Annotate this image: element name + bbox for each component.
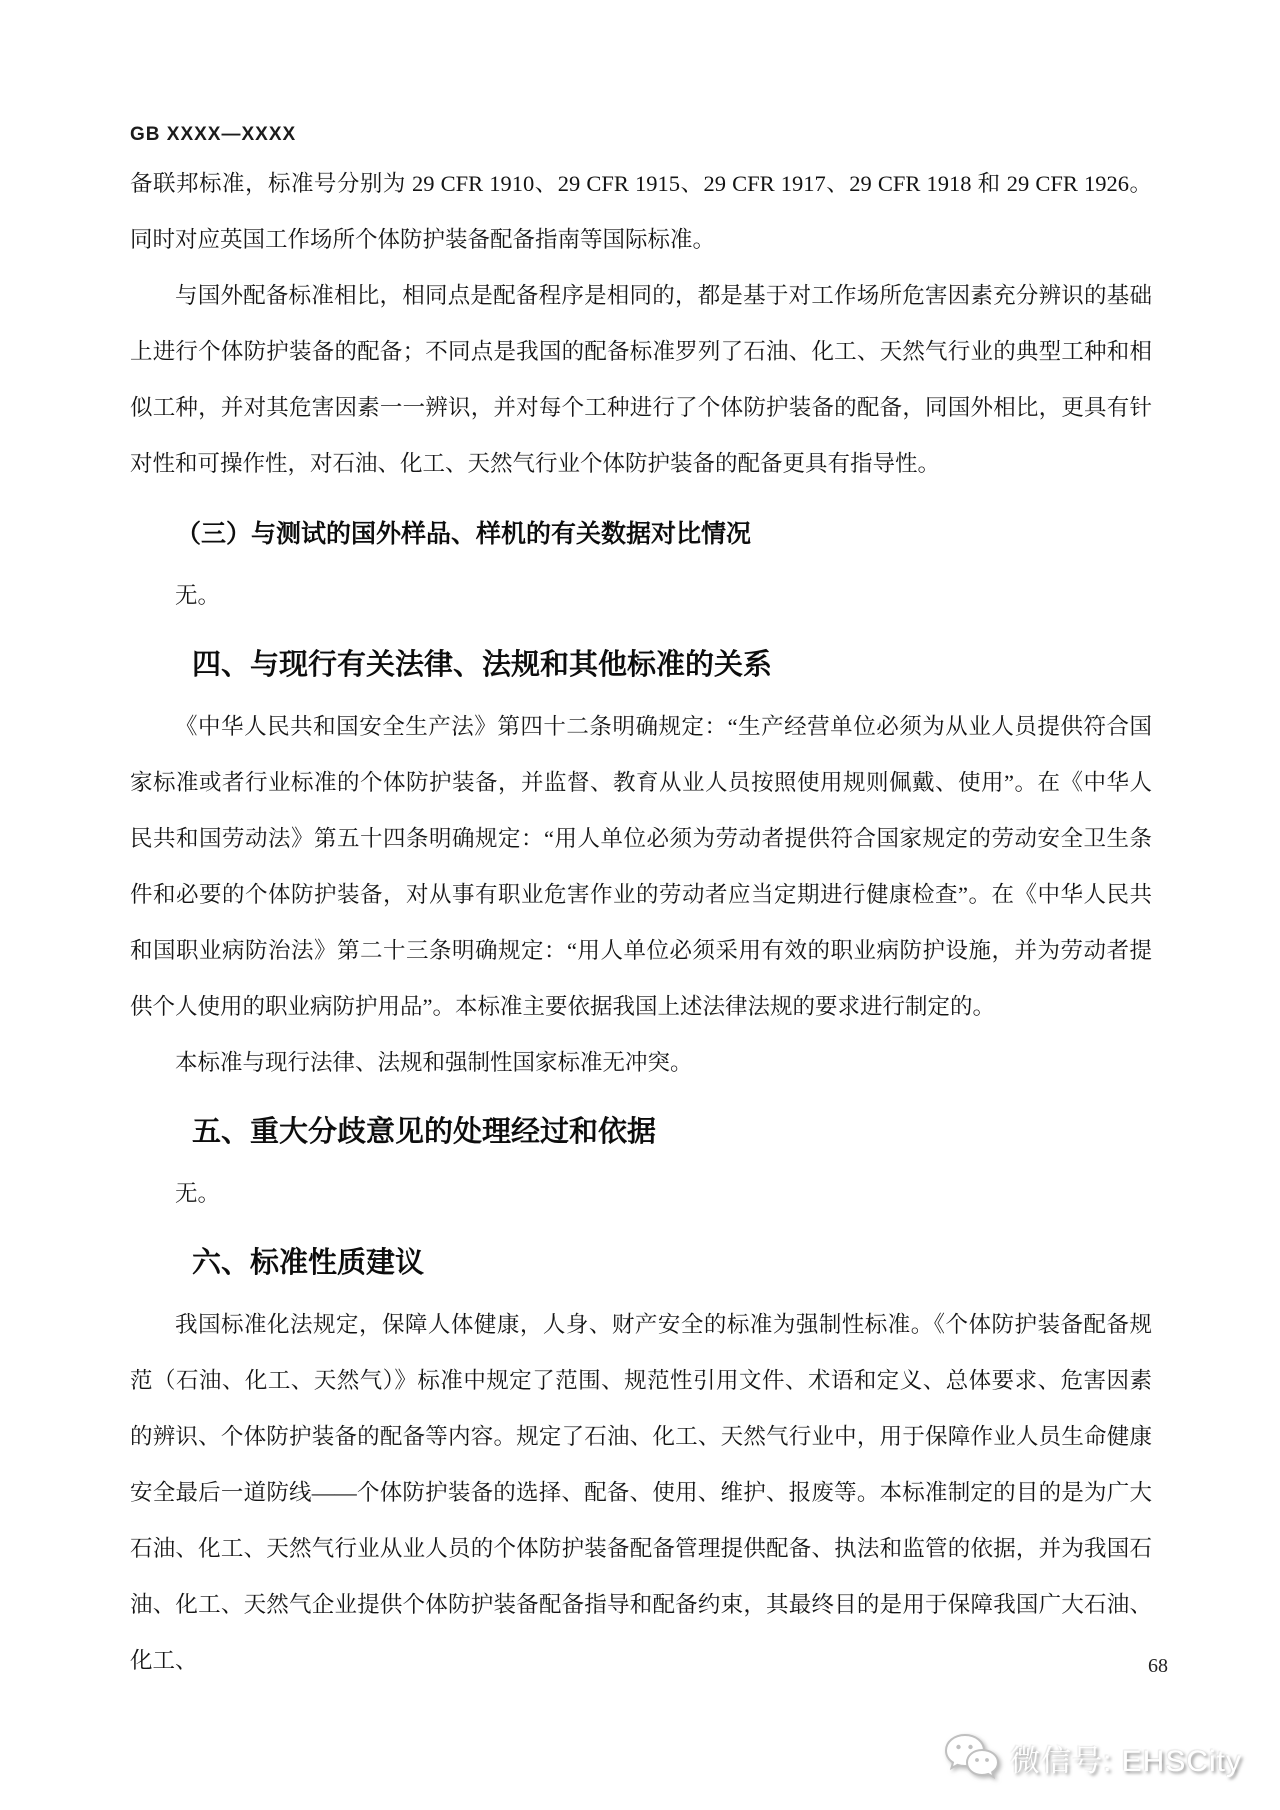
paragraph-none-2: 无。 xyxy=(175,1181,221,1206)
heading-section-3-foreign-sample-data: （三）与测试的国外样品、样机的有关数据对比情况 xyxy=(176,520,752,548)
wechat-icon xyxy=(942,1732,1000,1784)
wechat-watermark xyxy=(942,1732,1242,1784)
paragraph-standard-nature: 我国标准化法规定，保障人体健康，人身、财产安全的标准为强制性标准。《个体防护装备配备规范（石油、化工、天然气）》标准中规定了范围、规范性引用文件、术语和定义、总体要求、危害因素的辨识、个体防护装备的配备等内容。规定了石油、化工、天然气行业中，用于保障作业人员生命健康安全最后一道防线——个体防护装备的选择、配备、使用、维护、报废等。本标准制定的目的是为广大石油、化工、天然气行业从业人员的个体防护装备配备管理提供配备、执法和监管的依据，并为我国石油、化工、天然气企业提供个体防护装备配备指导和配备约束，其最终目的是用于保障我国广大石油、化工、 xyxy=(130,1312,1152,1673)
paragraph-international-standards: 备联邦标准，标准号分别为 29 CFR 1910、29 CFR 1915、29 CFR 1917、29 CFR 1918 和 29 CFR 1926。同时对应英国工作场所个体防护装备配备指南等国际标准。 xyxy=(130,171,1152,252)
heading-section-4-relation-to-laws: 四、与现行有关法律、法规和其他标准的关系 xyxy=(192,649,773,681)
document-content xyxy=(130,156,1152,1689)
document-header-code: GB XXXX—XXXX xyxy=(130,124,297,145)
heading-section-5-major-disputes: 五、重大分歧意见的处理经过和依据 xyxy=(192,1116,657,1148)
paragraph-laws-citation: 《中华人民共和国安全生产法》第四十二条明确规定：“生产经营单位必须为从业人员提供符合国家标准或者行业标准的个体防护装备，并监督、教育从业人员按照使用规则佩戴、使用”。在《中华人民共和国劳动法》第五十四条明确规定：“用人单位必须为劳动者提供符合国家规定的劳动安全卫生条件和必要的个体防护装备，对从事有职业危害作业的劳动者应当定期进行健康检查”。在《中华人民共和国职业病防治法》第二十三条明确规定：“用人单位必须采用有效的职业病防护设施，并为劳动者提供个人使用的职业病防护用品”。本标准主要依据我国上述法律法规的要求进行制定的。 xyxy=(130,714,1152,1019)
paragraph-no-conflict: 本标准与现行法律、法规和强制性国家标准无冲突。 xyxy=(175,1050,693,1075)
paragraph-none-1: 无。 xyxy=(175,583,221,608)
heading-section-6-standard-nature: 六、标准性质建议 xyxy=(192,1247,425,1279)
page-number: 68 xyxy=(1148,1655,1168,1677)
paragraph-comparison-foreign-standards: 与国外配备标准相比，相同点是配备程序是相同的，都是基于对工作场所危害因素充分辨识的基础上进行个体防护装备的配备；不同点是我国的配备标准罗列了石油、化工、天然气行业的典型工种和相似工种，并对其危害因素一一辨识，并对每个工种进行了个体防护装备的配备，同国外相比，更具有针对性和可操作性，对石油、化工、天然气行业个体防护装备的配备更具有指导性。 xyxy=(130,283,1152,476)
wechat-label: 微信号: EHSCity xyxy=(1009,1745,1242,1778)
